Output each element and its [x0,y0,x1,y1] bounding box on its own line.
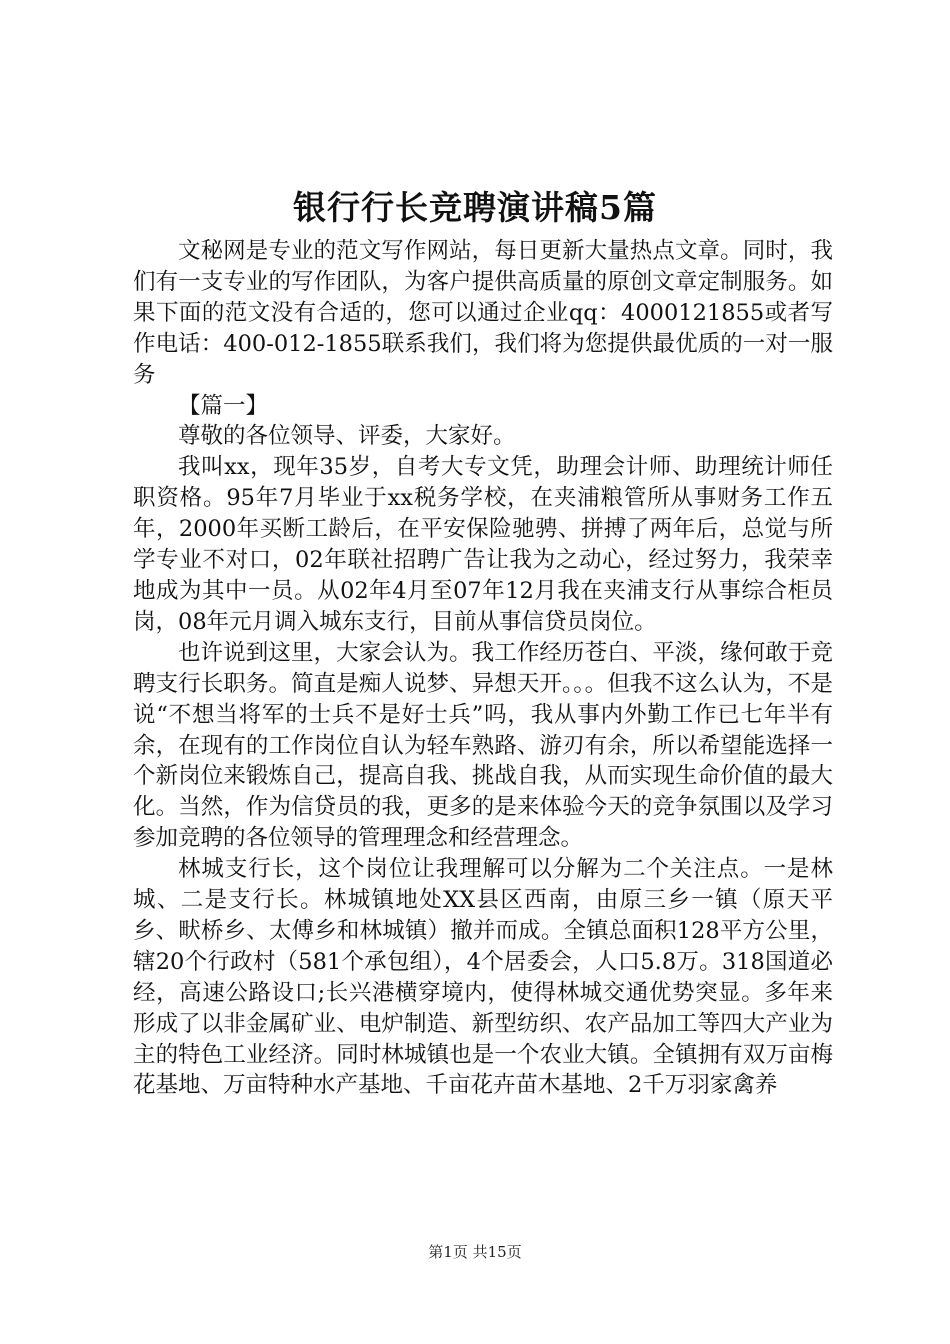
document-body [133,236,833,1101]
greeting-paragraph: 尊敬的各位领导、评委，大家好。 [178,423,516,450]
section-heading: 【篇一】 [178,392,269,419]
intro-paragraph: 文秘网是专业的范文写作网站，每日更新大量热点文章。同时，我们有一支专业的写作团队，为客户提供高质量的原创文章定制服务。如果下面的范文没有合适的，您可以通过企业qq：4000121855或者写作电话：400-012-1855联系我们，我们将为您提供最优质的一对一服务 [133,238,833,388]
body-paragraph: 林城支行长，这个岗位让我理解可以分解为二个关注点。一是林城、二是支行长。林城镇地处XX县区西南，由原三乡一镇（原天平乡、畎桥乡、太傅乡和林城镇）撤并而成。全镇总面积128平方公里，辖20个行政村（581个承包组），4个居委会，人口5.8万。318国道必经，高速公路设口;长兴港横穿境内，使得林城交通优势突显。多年来形成了以非金属矿业、电炉制造、新型纺织、农产品加工等四大产业为主的特色工业经济。同时林城镇也是一个农业大镇。全镇拥有双万亩梅花基地、万亩特种水产基地、千亩花卉苗木基地、2千万羽家禽养 [133,856,833,1099]
body-paragraph: 我叫xx，现年35岁，自考大专文凭，助理会计师、助理统计师任职资格。95年7月毕业于xx税务学校，在夹浦粮管所从事财务工作五年，2000年买断工龄后，在平安保险驰骋、拼搏了两年后，总觉与所学专业不对口，02年联社招聘广告让我为之动心，经过努力，我荣幸地成为其中一员。从02年4月至07年12月我在夹浦支行从事综合柜员岗，08年元月调入城东支行，目前从事信贷员岗位。 [133,454,833,635]
body-paragraph: 也许说到这里，大家会认为。我工作经历苍白、平淡，缘何敢于竞聘支行长职务。简直是痴人说梦、异想天开。。。但我不这么认为，不是说“不想当将军的士兵不是好士兵”吗，我从事内外勤工作已七年半有余，在现有的工作岗位自认为轻车熟路、游刃有余，所以希望能选择一个新岗位来锻炼自己，提高自我、挑战自我，从而实现生命价值的最大化。当然，作为信贷员的我，更多的是来体验今天的竞争氛围以及学习参加竞聘的各位领导的管理理念和经营理念。 [133,639,833,852]
page-number: 第1页 共15页 [428,1243,522,1261]
document-title: 银行行长竞聘演讲稿5篇 [293,188,657,227]
